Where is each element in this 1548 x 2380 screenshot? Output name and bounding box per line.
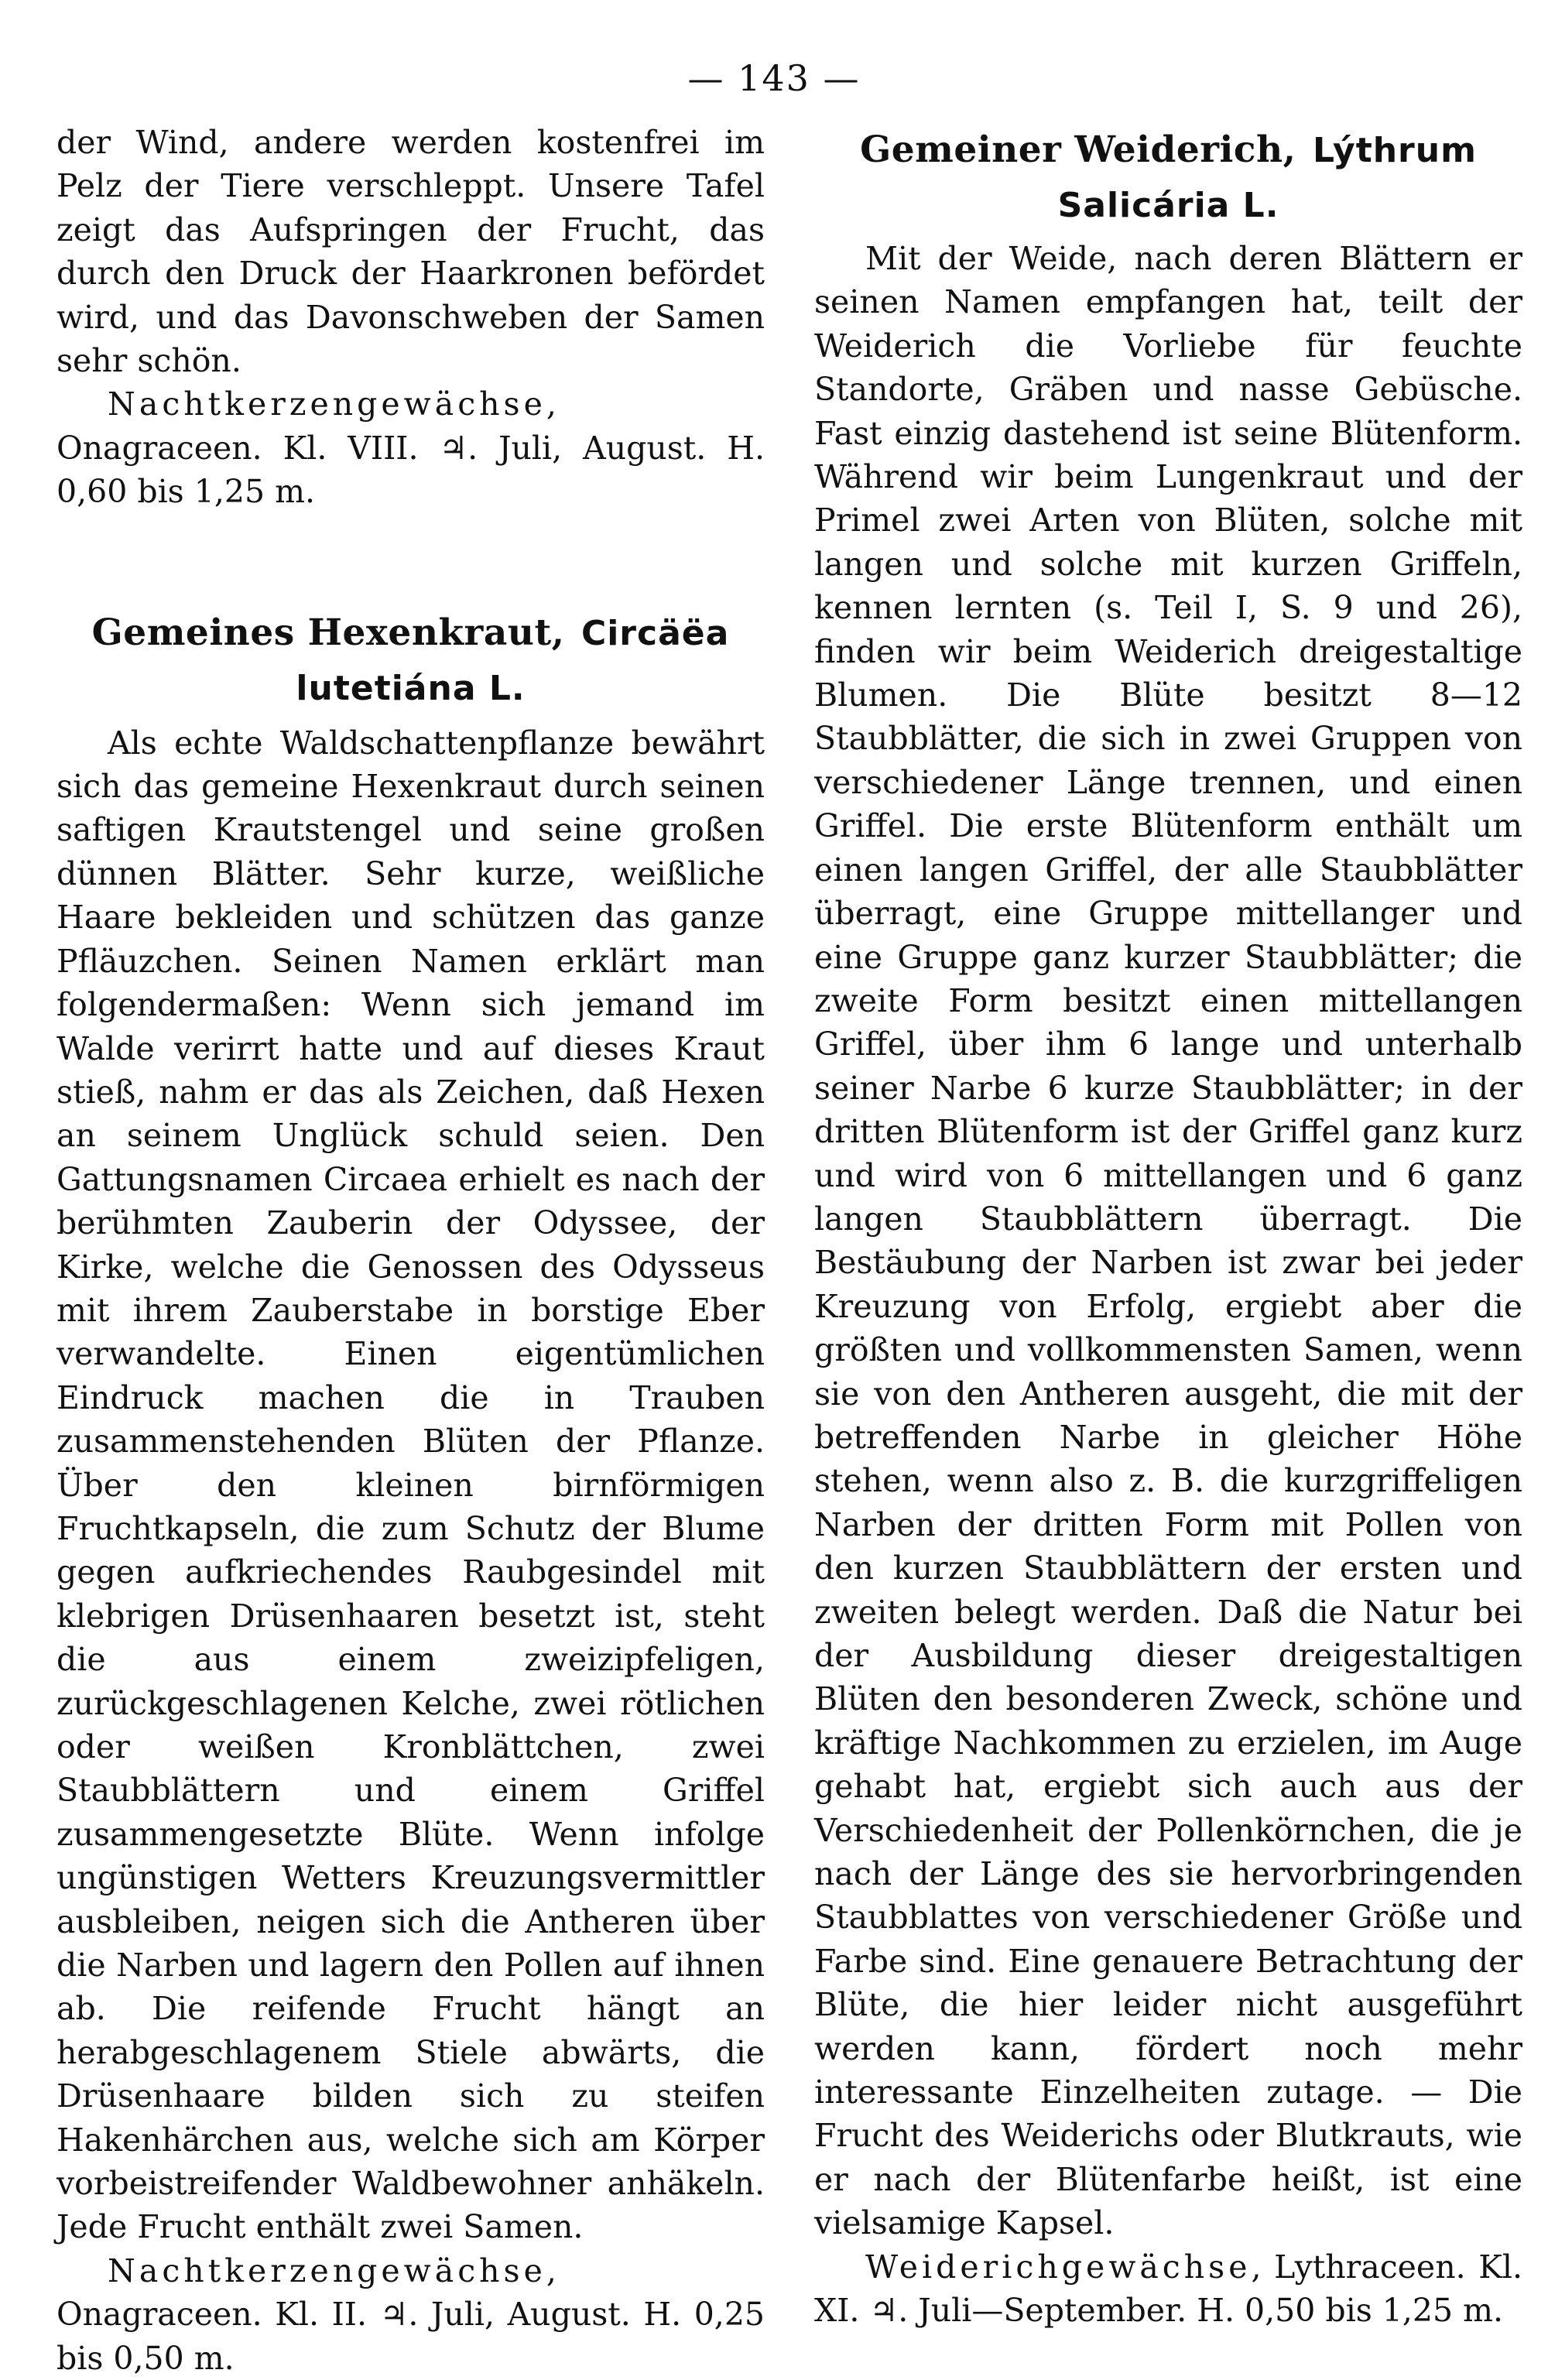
paragraph-wind-dispersal: der Wind, andere werden kostenfrei im Pelz der Tiere verschleppt. Unsere Tafel zeigt das Aufspringen der Frucht, das durch den Druck der Haarkronen befördet wird, und das Davonschweben der Samen sehr schön.	[57, 124, 765, 380]
german-name: Gemeiner Weiderich,	[860, 128, 1296, 171]
section-spacer	[57, 714, 765, 721]
left-column	[57, 121, 765, 2380]
family-name: Nachtkerzengewächse	[108, 385, 546, 423]
heading-weiderich	[814, 121, 1522, 231]
taxonomy-line-lythraceen	[814, 2245, 1522, 2333]
latin-name: Circäëa lutetiána L.	[296, 613, 730, 708]
latin-name: Lýthrum Salicária L.	[1057, 131, 1477, 225]
right-column	[814, 121, 1522, 2333]
heading-hexenkraut	[57, 604, 765, 714]
paragraph-weiderich: Mit der Weide, nach deren Blättern er seinen Namen empfangen hat, teilt der Weiderich die Vorliebe für feuchte Standorte, Gräben und nasse Gebüsche. Fast einzig dastehend ist seine Blütenform. Während wir beim Lungenkraut und der Primel zwei Arten von Blüten, solche mit langen und solche mit kurzen Griffeln, kennen lernten (s. Teil I, S. 9 und 26), finden wir beim Weiderich dreigestaltige Blumen. Die Blüte besitzt 8—12 Staubblätter, die sich in zwei Gruppen von verschiedener Länge trennen, und einen Griffel. Die erste Blütenform enthält um einen langen Griffel, der alle Staubblätter überragt, eine Gruppe mittellanger und eine Gruppe ganz kurzer Staubblätter; die zweite Form besitzt einen mittellangen Griffel, über ihm 6 lange und unterhalb seiner Narbe 6 kurze Staubblätter; in der dritten Blütenform ist der Griffel ganz kurz und wird von 6 mittellangen und 6 ganz langen Staubblättern überragt. Die Bestäubung der Narben ist zwar bei jeder Kreuzung von Erfolg, ergiebt aber die größten und vollkommensten Samen, wenn sie von den Antheren ausgeht, die mit der betreffenden Narbe in gleicher Höhe stehen, wenn also z. B. die kurzgriffeligen Narben der dritten Form mit Pollen von den kurzen Staubblättern der ersten und zweiten belegt werden. Daß die Natur bei der Ausbildung dieser dreigestaltigen Blüten den besonderen Zweck, schöne und kräftige Nachkommen zu erzielen, im Auge gehabt hat, ergiebt sich auch aus der Verschiedenheit der Pollenkörnchen, die je nach der Länge des sie hervorbringenden Staubblattes von verschiedener Größe und Farbe sind. Eine genauere Betrachtung der Blüte, die hier leider nicht ausgeführt werden kann, fördert noch mehr interessante Einzelheiten zutage. — Die Frucht des Weiderichs oder Blutkrauts, wie er nach der Blütenfarbe heißt, ist eine vielsamige Kapsel.	[814, 240, 1522, 2242]
section-spacer	[814, 231, 1522, 237]
taxonomy-line-onagraceen-2	[57, 2249, 765, 2380]
classification-details: , Onagraceen. Kl. VIII. ♃. Juli, August. H. 0,60 bis 1,25 m.	[57, 385, 765, 511]
section-spacer	[57, 514, 765, 604]
classification-details: , Lythraceen. Kl. XI. ♃. Juli—September. H. 0,50 bis 1,25 m.	[814, 2248, 1522, 2330]
classification-details: , Onagraceen. Kl. II. ♃. Juli, August. H. 0,25 bis 0,50 m.	[57, 2252, 765, 2377]
paragraph-hexenkraut: Als echte Waldschattenpflanze bewährt sich das gemeine Hexenkraut durch seinen saftigen Krautstengel und seine großen dünnen Blätter. Sehr kurze, weißliche Haare bekleiden und schützen das ganze Pfläuzchen. Seinen Namen erklärt man folgendermaßen: Wenn sich jemand im Walde verirrt hatte und auf dieses Kraut stieß, nahm er das als Zeichen, daß Hexen an seinem Unglück schuld seien. Den Gattungsnamen Circaea erhielt es nach der berühmten Zauberin der Odyssee, der Kirke, welche die Genossen des Odysseus mit ihrem Zauberstabe in borstige Eber verwandelte. Einen eigentümlichen Eindruck machen die in Trauben zusammenstehenden Blüten der Pflanze. Über den kleinen birnförmigen Fruchtkapseln, die zum Schutz der Blume gegen aufkriechendes Raubgesindel mit klebrigen Drüsenhaaren besetzt ist, steht die aus einem zweizipfeligen, zurückgeschlagenen Kelche, zwei rötlichen oder weißen Kronblättchen, zwei Staubblättern und einem Griffel zusammengesetzte Blüte. Wenn infolge ungünstigen Wetters Kreuzungsvermittler ausbleiben, neigen sich die Antheren über die Narben und lagern den Pollen auf ihnen ab. Die reifende Frucht hängt an herabgeschlagenem Stiele abwärts, die Drüsenhaare bilden sich zu steifen Hakenhärchen aus, welche sich am Körper vorbeistreifender Waldbewohner anhäkeln. Jede Frucht enthält zwei Samen.	[57, 724, 765, 2246]
page-number: — 143 —	[687, 57, 861, 99]
family-name: Weiderichgewächse	[865, 2248, 1252, 2286]
family-name: Nachtkerzengewächse	[108, 2252, 546, 2289]
taxonomy-line-onagraceen-1	[57, 382, 765, 513]
german-name: Gemeines Hexenkraut,	[91, 611, 565, 654]
